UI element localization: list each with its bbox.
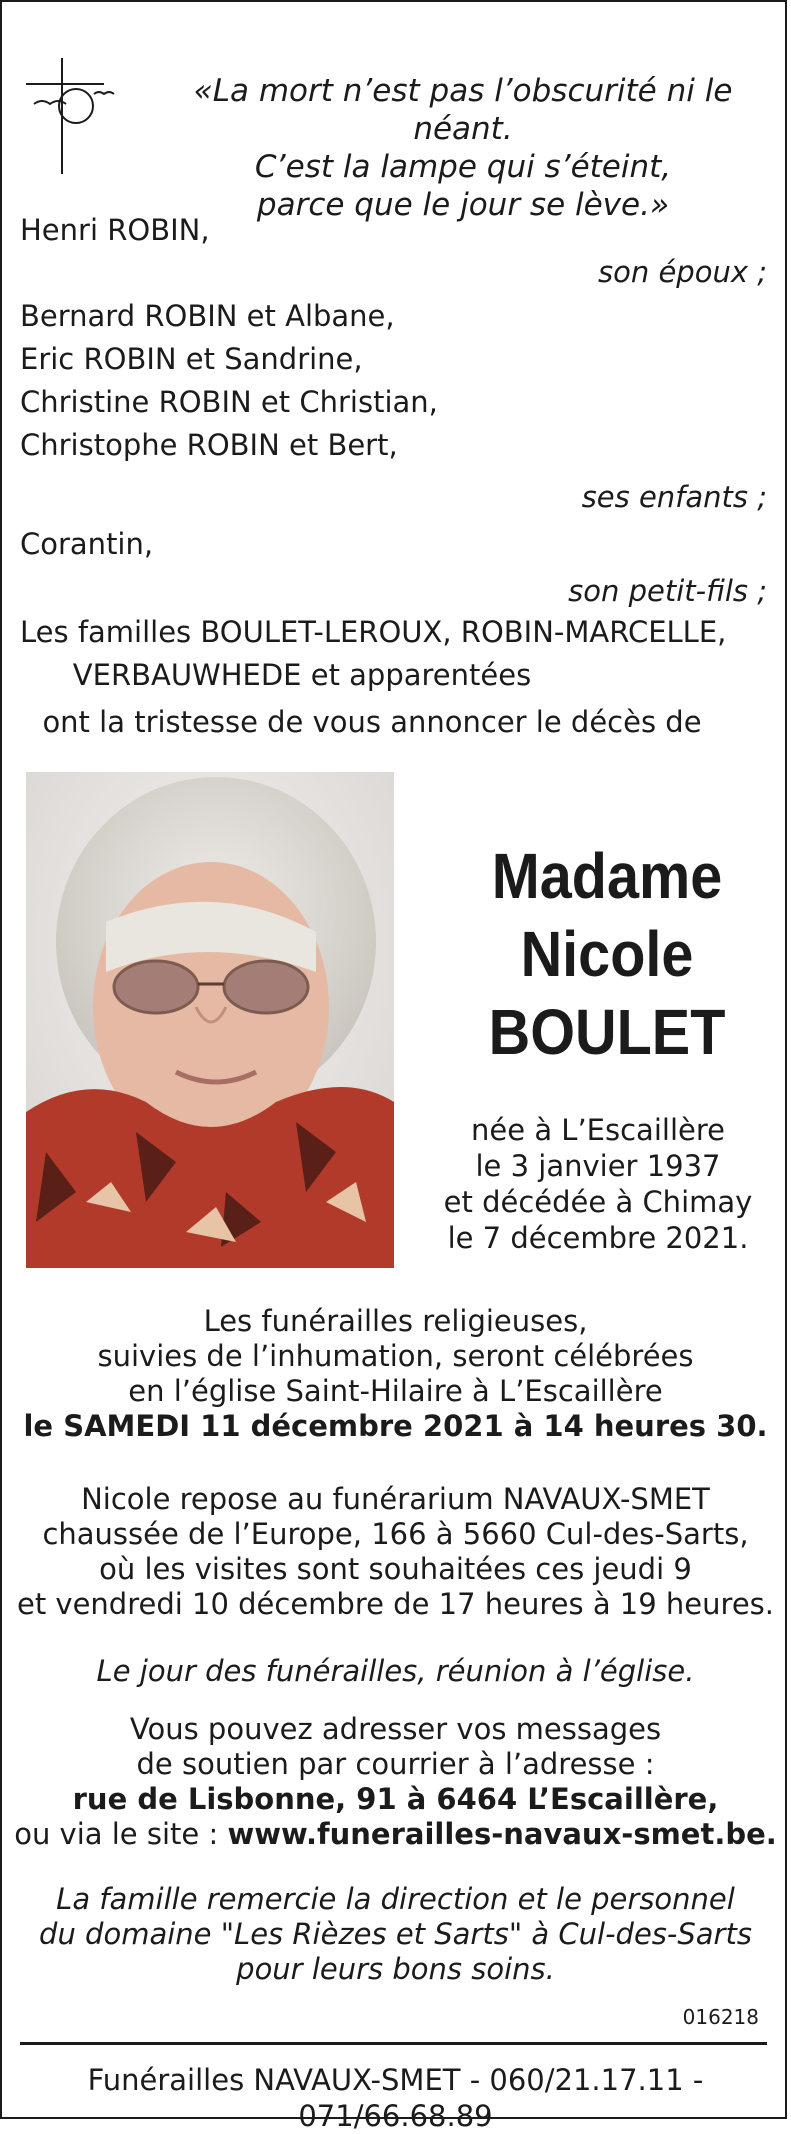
messages-details bbox=[2, 1712, 789, 1852]
portrait-photo bbox=[26, 772, 394, 1268]
postal-address: rue de Lisbonne, 91 à 6464 L’Escaillère, bbox=[72, 1782, 719, 1816]
child-name: Eric ROBIN et Sandrine, bbox=[20, 342, 363, 376]
thanks-line: pour leurs bons soins. bbox=[236, 1952, 555, 1986]
deceased-last-name: BOULET bbox=[488, 996, 726, 1068]
epitaph-quote bbox=[152, 72, 774, 224]
thanks-line: du domaine "Les Rièzes et Sarts" à Cul-des-Sarts bbox=[39, 1917, 752, 1951]
cross-with-bird-icon bbox=[24, 56, 116, 176]
reference-number: 016218 bbox=[682, 2005, 759, 2029]
messages-line: de soutien par courrier à l’adresse : bbox=[136, 1747, 655, 1781]
meeting-note: Le jour des funérailles, réunion à l’église. bbox=[96, 1654, 695, 1688]
visit-line: chaussée de l’Europe, 166 à 5660 Cul-des-Sarts, bbox=[42, 1517, 749, 1551]
child-name: Christophe ROBIN et Bert, bbox=[20, 428, 398, 462]
quote-line: «La mort n’est pas l’obscurité ni le néant. bbox=[193, 73, 733, 147]
announcement-line: ont la tristesse de vous annoncer le décès de bbox=[42, 705, 702, 739]
funeral-line: Les funérailles religieuses, bbox=[203, 1304, 588, 1338]
visit-line: Nicole repose au funérarium NAVAUX-SMET bbox=[81, 1482, 710, 1516]
grandson-role: son petit-fils ; bbox=[568, 574, 767, 608]
funeral-line: en l’église Saint-Hilaire à L’Escaillère bbox=[128, 1374, 663, 1408]
visit-line: où les visites sont souhaitées ces jeudi 9 bbox=[99, 1552, 692, 1586]
deceased-name bbox=[450, 837, 765, 1071]
funeral-home-footer: Funérailles NAVAUX-SMET - 060/21.17.11 - 071/66.68.89 bbox=[87, 2063, 704, 2133]
spouse-name: Henri ROBIN, bbox=[20, 213, 210, 247]
website-link[interactable]: www.funerailles-navaux-smet.be. bbox=[227, 1817, 777, 1851]
divider bbox=[20, 2042, 767, 2045]
visit-line: et vendredi 10 décembre de 17 heures à 19 heures. bbox=[16, 1587, 774, 1621]
quote-line: parce que le jour se lève.» bbox=[256, 187, 670, 223]
funeral-date: le SAMEDI 11 décembre 2021 à 14 heures 30. bbox=[23, 1409, 768, 1443]
birth-place: née à L’Escaillère bbox=[471, 1113, 725, 1147]
thanks-note bbox=[2, 1882, 789, 1987]
quote-line: C’est la lampe qui s’éteint, bbox=[254, 149, 672, 185]
website-prefix: ou via le site : bbox=[14, 1817, 228, 1851]
visit-details bbox=[2, 1482, 789, 1622]
families-line: Les familles BOULET-LEROUX, ROBIN-MARCELLE, bbox=[20, 615, 727, 649]
website-line bbox=[2, 1817, 789, 1852]
funeral-details bbox=[2, 1304, 789, 1444]
families-line: VERBAUWHEDE et apparentées bbox=[72, 658, 532, 692]
grandson-name: Corantin, bbox=[20, 527, 154, 561]
child-name: Christine ROBIN et Christian, bbox=[20, 385, 438, 419]
children-role: ses enfants ; bbox=[581, 480, 767, 514]
birth-death-details bbox=[422, 1112, 774, 1256]
child-name: Bernard ROBIN et Albane, bbox=[20, 299, 395, 333]
deceased-title: Madame bbox=[491, 840, 723, 912]
death-date: le 7 décembre 2021. bbox=[447, 1221, 749, 1255]
birth-date: le 3 janvier 1937 bbox=[475, 1149, 721, 1183]
death-place: et décédée à Chimay bbox=[443, 1185, 753, 1219]
messages-line: Vous pouvez adresser vos messages bbox=[129, 1712, 662, 1746]
deceased-first-name: Nicole bbox=[520, 918, 694, 990]
thanks-line: La famille remercie la direction et le personnel bbox=[56, 1882, 735, 1916]
spouse-role: son époux ; bbox=[598, 255, 767, 289]
funeral-line: suivies de l’inhumation, seront célébrées bbox=[97, 1339, 694, 1373]
